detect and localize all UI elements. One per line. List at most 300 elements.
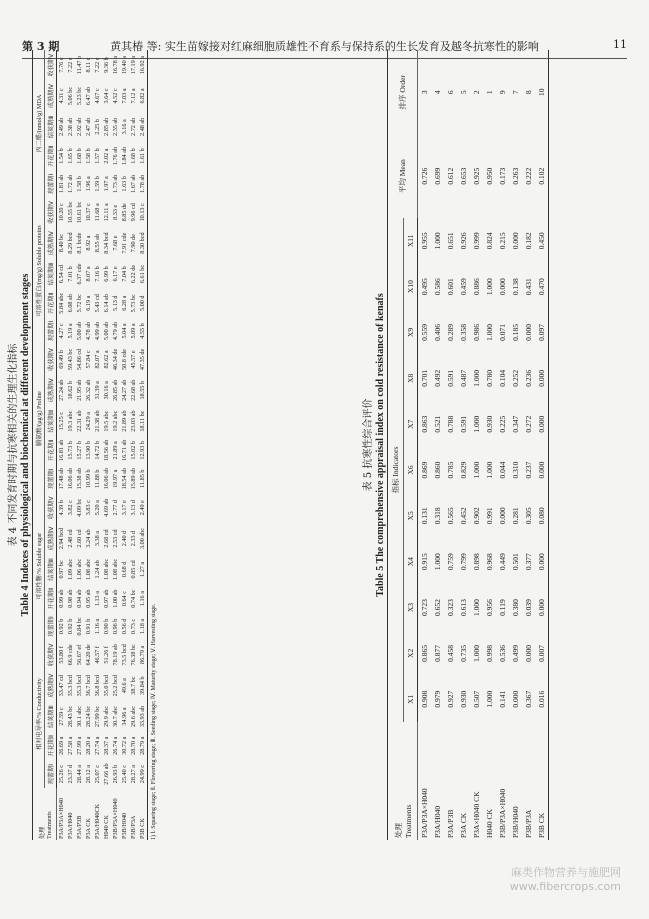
table-cell: 22.31 ab [76,410,83,432]
table-cell: 0.119 [498,599,507,616]
table4-stage-header: 结荚期Ⅲ [45,112,57,142]
table-cell: 7.22 c [67,57,74,73]
table-row [470,50,483,840]
table-cell: 0.56 d [121,618,128,635]
table-cell: 0.016 [535,676,549,722]
table4-stage-header: 现蕾期Ⅰ [45,465,57,493]
table-cell: 0.863 [420,415,429,433]
table-cell: 1.08 abc [112,558,119,580]
row-treatment: P3A/H040 [433,805,442,838]
table4-stage-header: 成熟期Ⅳ [45,227,57,259]
table-cell: 0.824 [485,232,494,250]
table4-stage-header: 成熟期Ⅳ [45,670,57,702]
table4-stage-header: 现蕾期Ⅰ [45,170,57,197]
order-cell: 3 [420,90,429,95]
table-cell: 2.49 e [138,493,148,523]
table-cell: 27.74 a [94,736,101,755]
table-cell: 0.73 c [130,618,137,634]
table-cell: 1.81 ab [58,174,65,193]
table-cell: 33.93 ab [138,702,148,732]
table-cell: 2.48 ab [138,112,148,142]
table-cell: 28.70 a [130,736,137,755]
mean-cell: 0.726 [420,167,429,185]
table5-title-cn: 表 5 抗寒性综合评价 [363,398,374,492]
table-cell: 0.968 [485,553,494,571]
table-cell: 5.20 a [94,500,101,516]
table-cell: 7.22 c [94,57,101,73]
table-cell: 8.55 ab [94,234,101,253]
indicator-header: X4 [404,539,418,585]
table-cell: 25.2 bcd [112,675,119,697]
table-cell: 0.347 [511,415,520,433]
table-row [120,50,129,840]
table-row [431,50,444,840]
order-cell: 4 [433,90,442,95]
table-cell: 27.66 ab [103,763,110,785]
table-cell: 76.38 bc [130,644,137,666]
table-cell: 2.92 ab [76,117,83,136]
indicator-header: X7 [404,401,418,447]
mean-header: 平均 Mean [388,134,418,217]
table-cell: 3.13 d [130,499,137,516]
table-cell: 0.559 [420,324,429,341]
table-cell: 5.73 bc [130,294,137,313]
table4-title-en: Table 4 Indexes of physiological and biochemical at different development stages [20,273,31,617]
table4-stage-header: 现蕾期Ⅰ [45,317,57,344]
table-cell: 6.28 a [121,295,128,311]
table-cell: 5.23 bc [76,86,83,106]
table-cell: 1.67 ab [130,174,137,193]
table-cell: 0.499 [511,644,520,662]
table-cell: 22.68 ab [130,379,137,401]
table-cell: 2.60 cd [76,529,83,548]
indicator-header: X8 [404,355,418,401]
table-row [138,50,148,840]
table-cell: 8.1 bcde [76,232,83,254]
table-cell: 26.93 b [112,764,119,784]
table-cell: 29.9 abc [103,706,110,727]
table-cell: 0.131 [420,507,429,525]
table-cell: 30.16 a [103,381,110,400]
table-cell: 6.14 ab [103,294,110,313]
table-cell: 0.272 [524,415,533,433]
table-cell: 0.507 [472,690,481,708]
table-cell: 28.27 a [130,764,137,784]
table-cell: 4.99 ab [94,321,101,341]
table-cell: 0.459 [459,278,468,296]
table-cell: 5.00 ab [103,321,110,341]
table-cell: 0.735 [459,644,468,662]
table-cell: 36.8 bcd [94,675,101,697]
table-cell: 2.40 d [121,530,128,547]
table-cell: 4.55 b [138,317,148,344]
watermark [510,864,621,893]
table-cell: 33.47 cd [58,675,65,697]
table-cell: 1.57 b [94,148,101,164]
table4-stage-header: 收获期Ⅴ [45,344,57,374]
row-treatment: P3A/P3A×H040 [58,798,65,839]
table-cell: 2.48 cd [67,529,74,548]
table-cell: 53.80 f [58,646,65,664]
table5-grid [387,50,549,840]
table-cell: 1.09 abc [67,558,74,580]
rotated-content [8,30,608,880]
row-treatment: P3B/P3A [524,809,533,838]
indicator-header: X10 [404,264,418,310]
table-cell: 0.85 cd [130,560,137,579]
table-cell: 1.58 b [85,148,92,164]
row-treatment: P3B CK [138,788,148,840]
table-cell: 15.38 ab [76,468,83,490]
table-cell: 18.56 ab [103,439,110,461]
row-treatment: P3A/P3B [76,815,83,839]
table-cell: 0.252 [511,369,520,387]
table-cell: 24.27 ab [121,379,128,401]
table-cell: 0.104 [498,369,507,387]
table-cell: 19.97 a [112,469,119,488]
table-cell: 0.986 [472,324,481,341]
table-cell: 39.84 b [138,670,148,702]
table-cell: 19.3 abc [67,410,74,432]
table-cell: 1.65 b [67,148,74,164]
table-cell: 1.76 ab [112,146,119,166]
table-cell: 0.97 ab [103,589,110,608]
table5-treatment-header [388,722,418,840]
table-cell: 0.927 [446,690,455,708]
mean-cell: 0.263 [511,167,520,185]
table-cell: 8.92 a [85,235,92,251]
table-cell: 12.93 b [138,436,148,465]
table-cell: 1.16 a [138,584,148,613]
table-cell: 0.380 [511,599,520,616]
table-cell: 0.701 [420,369,429,387]
watermark-text: 麻类作物营养与施肥网 [511,866,621,879]
table-cell: 45.57 e [130,350,137,369]
table-cell: 1.68 b [76,148,83,164]
table-row [444,50,457,840]
table-cell: 69.49 b [58,350,65,369]
indicator-header: X2 [404,630,418,676]
table-cell: 5.72 bc [76,294,83,313]
table-cell: 12.11 a [103,203,110,222]
table-cell: 0.310 [511,461,520,479]
table-cell: 0.99 ab [58,589,65,608]
table-cell: 1.06 abc [76,558,83,580]
table-cell: 0.92 b [58,618,65,635]
table-cell: 0.613 [459,599,468,616]
table-cell: 6.19 a [85,295,92,311]
table-cell: 0.450 [535,218,549,264]
table-cell: 5.09 a [130,323,137,339]
table-cell: 35.0 bcd [103,675,110,697]
table-cell: 1.000 [472,369,481,387]
indicator-header: X6 [404,447,418,493]
table-cell: 24.99 c [138,760,148,788]
table-cell: 0.979 [433,690,442,708]
table-cell: 0.225 [498,415,507,433]
table-cell: 3.00 abc [138,523,148,555]
table-cell: 3.38 a [94,530,101,547]
table-cell: 6.37 cde [76,263,83,285]
table-cell: 0.90 b [103,618,110,635]
table-cell: 28.24 bc [85,705,92,728]
table-cell: 2.25 b [94,119,101,135]
order-cell: 1 [485,90,494,95]
table-4 [8,50,157,840]
table-cell: 1.58 b [76,176,83,192]
table-cell: 29.6 abc [130,706,137,727]
table-cell: 0.000 [524,644,533,662]
table-cell: 5.13 d [112,295,119,311]
table-cell: 3.82 c [67,500,74,516]
table-cell: 26.85 ab [112,379,119,401]
table-cell: 1.000 [485,324,494,341]
table-cell: 0.501 [511,553,520,571]
table-cell: 26.69 a [58,736,65,755]
table-cell: 0.591 [446,369,455,387]
table-cell: 0.071 [498,324,507,341]
table-cell: 0.586 [433,278,442,296]
table-cell: 30.72 a [121,736,128,755]
indicator-header: X3 [404,585,418,631]
row-treatment: H040 CK [103,815,110,839]
table-cell: 1.000 [472,599,481,616]
table-cell: 2.35 ab [112,117,119,136]
table-cell: 38.7 bc [130,676,137,695]
table-cell: 21.95 ab [76,379,83,401]
table-cell: 15.02 b [130,441,137,460]
table-cell: 8.30 bcd [138,227,148,259]
treatment-header-cn: 处理 [38,826,46,839]
table-cell: 15.89 ab [130,468,137,490]
indicator-header: X1 [404,676,418,722]
table4-stage-header: 收获期Ⅴ [45,493,57,523]
table4-stage-header: 结荚期Ⅲ [45,259,57,289]
table-cell: 19.40 a [121,55,128,75]
mean-cell: 0.925 [472,167,481,185]
table-cell: 0.452 [459,507,468,525]
table-cell: 3.24 ab [85,529,92,548]
table4-stage-header: 收获期Ⅴ [45,640,57,670]
row-treatment: H040 CK [485,809,494,838]
table-cell: 1.000 [433,232,442,250]
mean-cell: 0.102 [535,134,549,217]
table-cell: 26.32 ab [85,379,92,401]
table-cell: 18.11 bc [138,406,148,436]
table-cell: 0.470 [535,264,549,310]
table-cell: 18.55 b [138,374,148,406]
table-row [509,50,522,840]
table-cell: 4.69 ab [103,498,110,517]
table-cell: 0.652 [433,599,442,616]
indicator-header: X5 [404,493,418,539]
order-cell: 9 [498,90,507,95]
table-cell: 0.215 [498,232,507,250]
table-cell: 57.84 c [85,350,92,369]
table-cell: 15.73 b [67,441,74,460]
table4-stage-header: 成熟期Ⅳ [45,80,57,112]
table-cell: 1.00 ab [112,589,119,608]
table-cell: 0.000 [535,447,549,493]
table-cell: 0.000 [511,690,520,708]
table-cell: 0.138 [511,278,520,296]
table4-group-header: 丙二醛/(nmol/g) MDA [33,50,45,197]
table-cell: 0.601 [446,278,455,296]
row-treatment: P3B CK [535,722,549,840]
row-treatment: P3A CK [85,818,92,839]
order-cell: 8 [524,90,533,95]
table-cell: 4.31 c [58,88,65,104]
table-cell: 0.237 [524,461,533,479]
table-row [418,50,432,840]
table-cell: 7.04 b [121,266,128,282]
table-cell: 11.85 b [138,465,148,493]
table4-stage-header: 成熟期Ⅳ [45,374,57,406]
table-cell: 7.16 b [94,266,101,282]
table-cell: 27.58 a [67,736,74,755]
watermark-url: www.fibercrops.com [509,880,621,893]
table-cell: 0.930 [459,690,468,708]
order-header: 排序 Order [388,50,418,134]
table-cell: 64.20 de [85,644,92,666]
table-cell: 86.79 a [138,640,148,670]
table4-stage-header: 结荚期Ⅲ [45,554,57,584]
table-cell: 5.00 d [138,289,148,318]
table-cell: 0.236 [524,369,533,387]
table-cell: 0.281 [511,507,520,525]
mean-cell: 0.950 [485,167,494,185]
table-cell: 0.318 [433,507,442,525]
table-cell: 24.29 a [85,412,92,431]
treatment-header-cn: 处理 [393,823,403,838]
table-cell: 0.829 [459,461,468,479]
table-cell: 1.63 b [121,176,128,192]
indicator-header: X9 [404,310,418,356]
table-cell: 0.92 b [67,618,74,635]
issue-number: 第 3 期 [22,40,60,53]
table4-group-header: 相对电导率/% Conductivity [33,640,45,788]
table-cell: 0.492 [433,369,442,387]
table-cell: 9.36 b [103,57,110,73]
table-cell: 0.865 [420,644,429,662]
treatment-header-en: Treatments [403,804,413,838]
table-cell: 59.43 bc [67,348,74,371]
table-cell: 10.55 bc [67,201,74,223]
table-cell: 1.08 abc [103,558,110,580]
table-cell: 6.17 e [112,266,119,282]
mean-cell: 0.612 [446,167,455,185]
table-cell: 15.27 b [76,441,83,460]
table-cell: 10.20 c [58,203,65,222]
table-cell: 4.52 c [112,88,119,104]
table-cell: 2.47 ab [85,117,92,136]
table-cell: 7.01 b [67,266,74,282]
table-cell: 6.22 de [130,264,137,284]
table-cell: 66.9 cde [67,644,74,666]
page-number: 11 [613,38,627,51]
table-cell: 0.080 [535,493,549,539]
table-cell: 0.377 [524,553,533,571]
row-treatment: P3A×H040 CK [472,791,481,838]
table-cell: 46.57 f [94,646,101,664]
table4-stage-header: 收获期Ⅴ [45,50,57,80]
table-cell: 4.78 ab [85,321,92,341]
table-cell: 0.039 [524,599,533,616]
order-cell: 6 [446,90,455,95]
row-treatment: P3B/H040 [121,812,128,839]
table-row [129,50,138,840]
table-cell: 0.869 [420,461,429,479]
table-cell: 16.06 ab [103,468,110,490]
table-cell: 0.999 [472,232,481,250]
table-cell: 25.26 c [58,764,65,784]
table-row [111,50,120,840]
table-cell: 1.000 [472,461,481,479]
table-cell: 0.95 ab [85,589,92,608]
table-cell: 1.000 [485,278,494,296]
table-cell: 0.68 d [121,561,128,578]
table-cell: 8.34 bcd [103,232,110,254]
table-cell: 51.26 f [103,646,110,664]
treatment-header-en: Treatments [45,811,53,839]
table-cell: 4.27 c [58,323,65,339]
table-cell: 21.89 ab [121,410,128,432]
table-cell: 23.37 d [67,764,74,784]
table-cell: 0.898 [472,553,481,571]
table-cell: 0.000 [511,232,520,250]
table-cell: 1.000 [433,553,442,571]
table-row [75,50,84,840]
table-cell: 27.99 bc [94,705,101,728]
table-cell: 0.565 [446,507,455,525]
table-cell: 1.000 [472,644,481,662]
table-cell: 13.90 b [85,441,92,460]
order-cell: 7 [511,90,520,95]
table-cell: 1.000 [472,415,481,433]
table5-title-en: Table 5 The comprehensive appraisal index on cold resistance of kenafs [375,293,386,597]
table-cell: 1.000 [485,461,494,479]
table-5 [363,50,549,840]
table-cell: 18.54 ab [121,468,128,490]
table4-group-header: 可溶性糖/% Soluble sugar [33,493,45,640]
table-cell: 73.5 bcd [121,644,128,666]
table-cell: 1.18 a [138,613,148,640]
table-cell: 14.72 b [94,441,101,460]
table-cell: 2.85 ab [103,117,110,136]
table-cell: 0.877 [433,644,442,662]
row-treatment: P3B/P3A×H040 [498,788,507,838]
table-cell: 10.13 c [138,197,148,227]
table-cell: 28.20 a [85,736,92,755]
table-cell: 1.24 ab [94,560,101,579]
row-treatment: P3B/H040 [511,806,520,838]
table-cell: 0.182 [524,232,533,250]
table-cell: 0.886 [472,278,481,296]
table-cell: 1.84 ab [121,146,128,166]
table-cell: 0.780 [485,369,494,387]
running-title: 黄其椿 等: 实生苗嫁接对红麻细胞质雄性不育系与保持系的生长发育及越冬抗寒性的影响 [110,40,539,53]
table-cell: 0.799 [459,553,468,571]
table-cell: 2.77 d [112,499,119,516]
table4-stage-header: 开花期Ⅱ [45,584,57,613]
table-cell: 11.88 b [94,469,101,488]
table-cell: 2.94 bcd [58,527,65,550]
table-cell: 8.33 e [112,204,119,220]
mean-cell: 0.173 [498,167,507,185]
table4-stage-header: 收获期Ⅴ [45,197,57,227]
table-cell: 0.930 [485,415,494,433]
table-cell: 10.99 b [85,469,92,488]
